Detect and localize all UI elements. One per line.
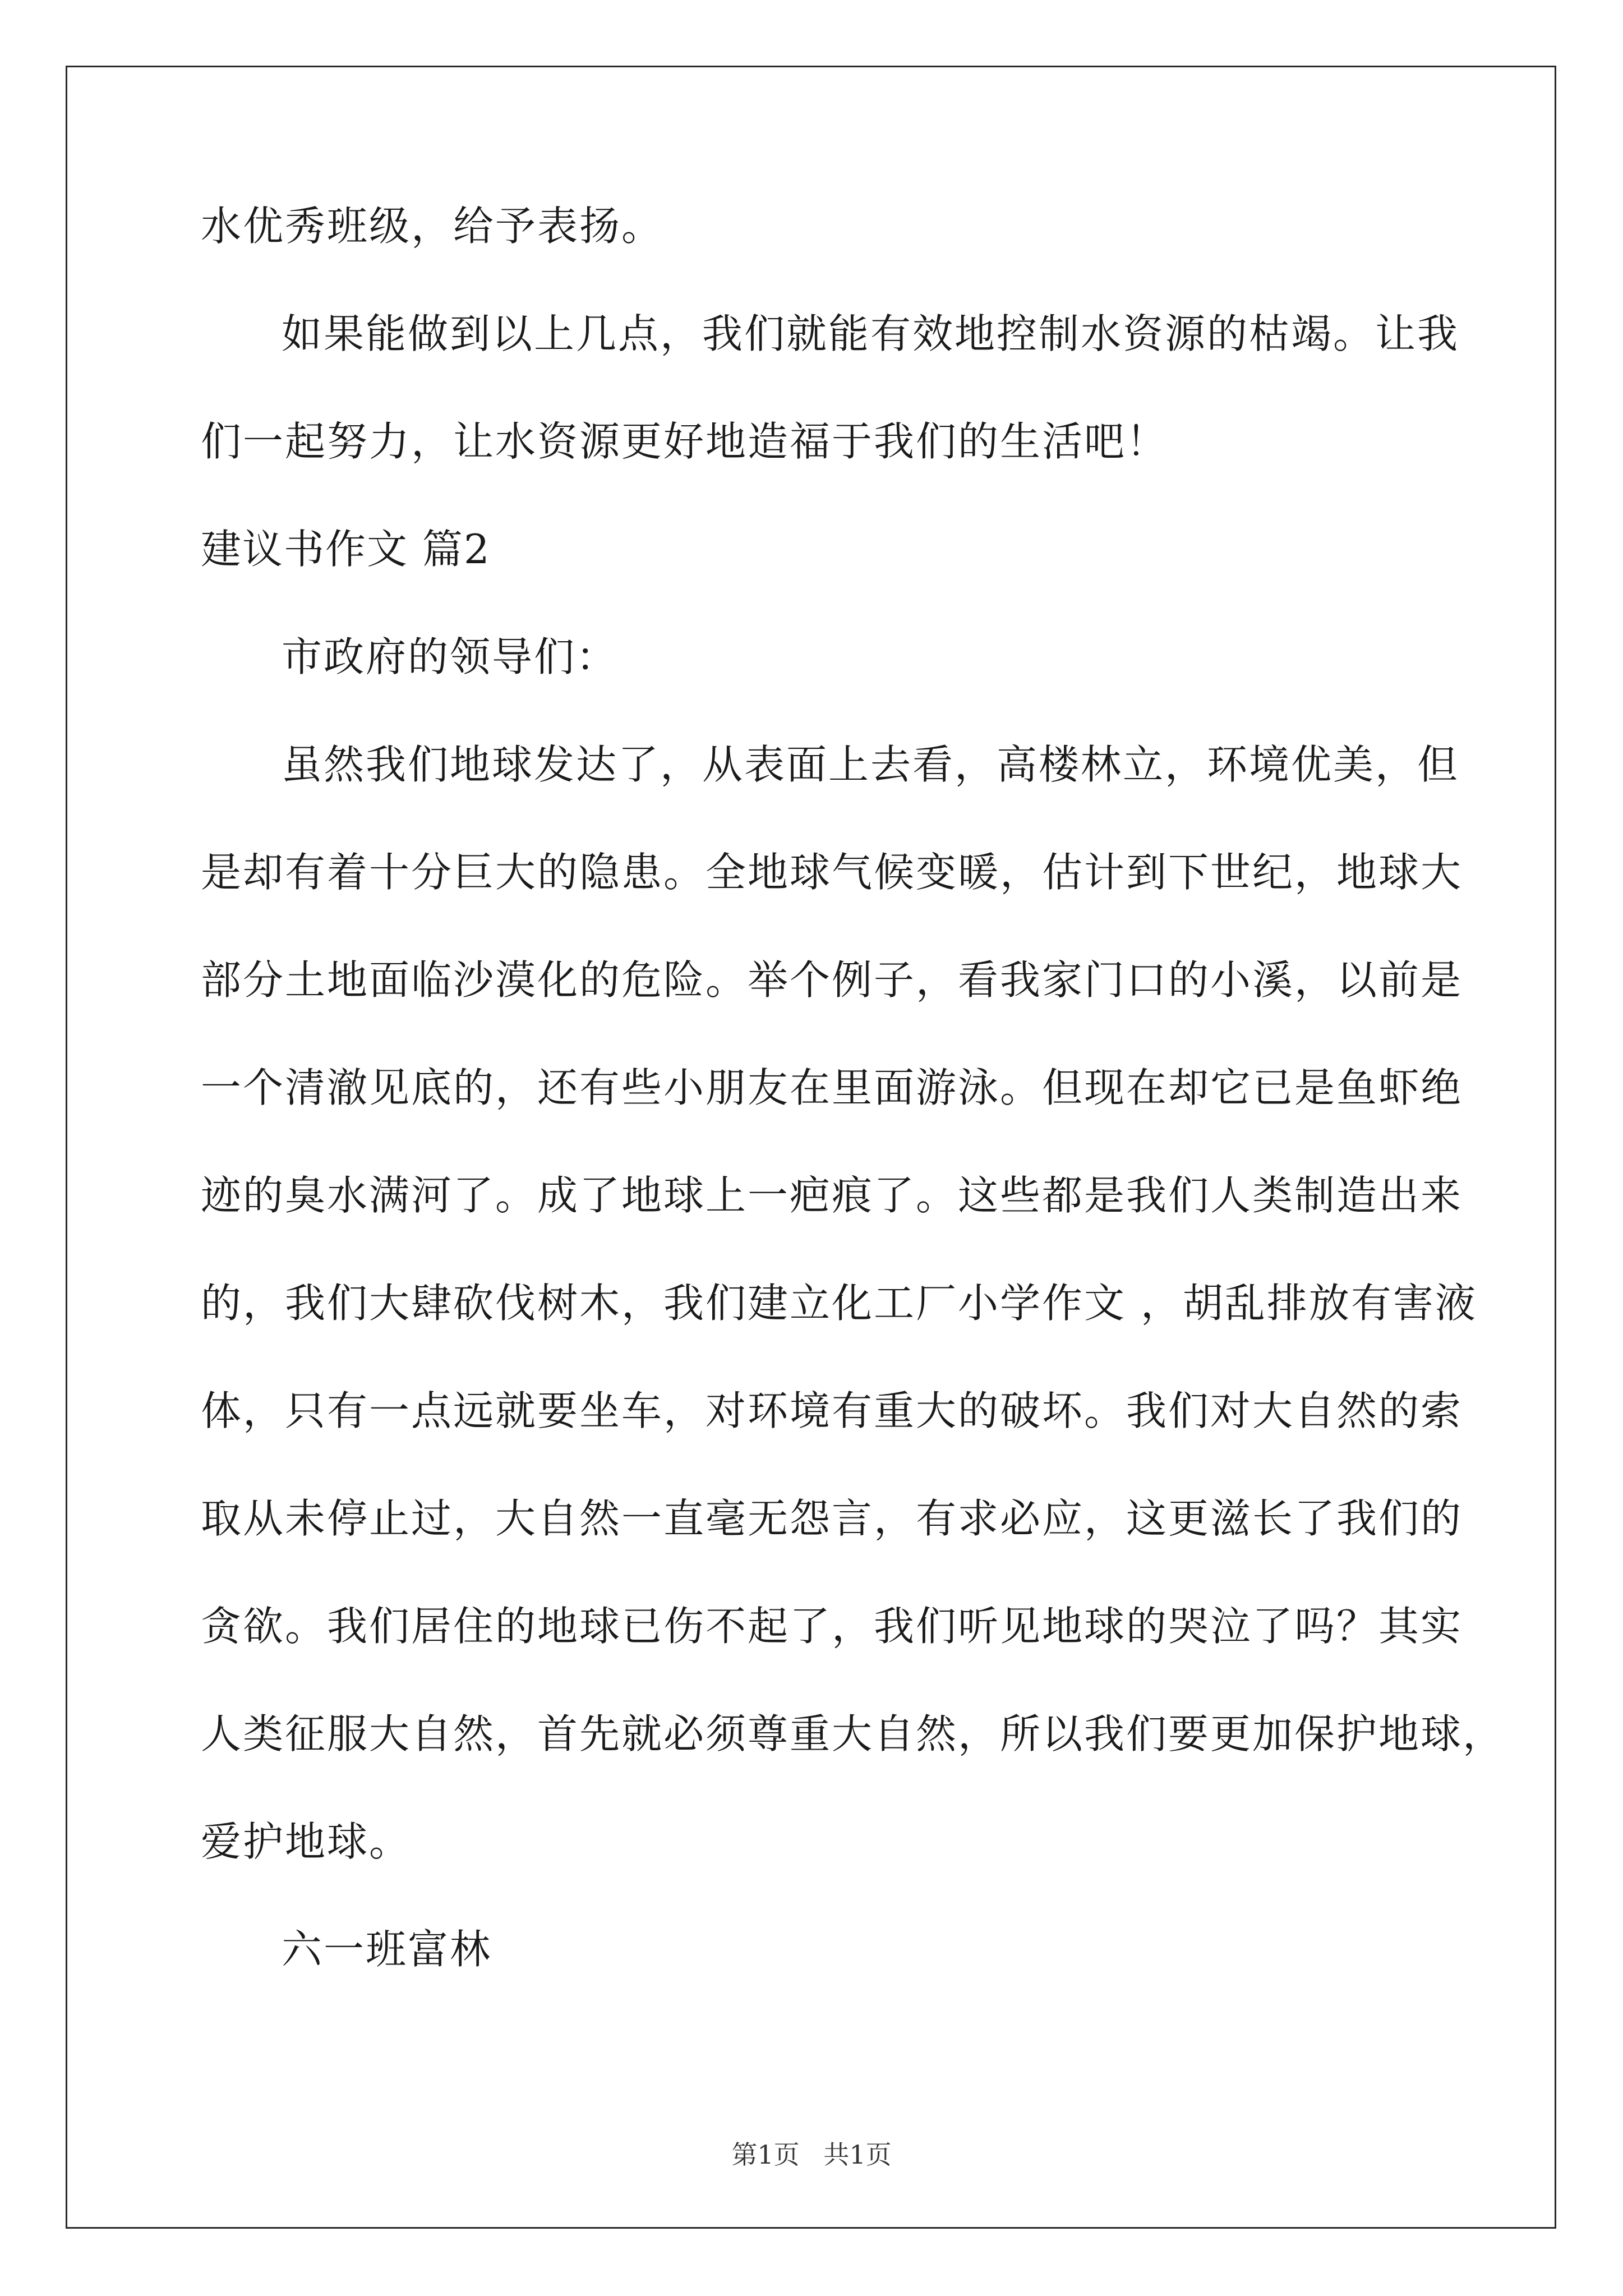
section-heading: 建议书作文 篇2: [201, 526, 491, 573]
paragraph-line: 水优秀班级，给予表扬。: [201, 203, 664, 250]
paragraph-line: 人类征服大自然，首先就必须尊重大自然，所以我们要更加保护地球，: [201, 1710, 1505, 1757]
paragraph-line: 一个清澈见底的，还有些小朋友在里面游泳。但现在却它已是鱼虾绝: [201, 1064, 1463, 1111]
signature-line: 六一班富林: [282, 1926, 492, 1973]
paragraph-line: 虽然我们地球发达了，从表面上去看，高楼林立，环境优美，但: [282, 741, 1460, 788]
document-body: [201, 199, 1505, 2030]
paragraph-line: 部分土地面临沙漠化的危险。举个例子，看我家门口的小溪，以前是: [201, 956, 1463, 1004]
paragraph-line: 是却有着十分巨大的隐患。全地球气候变暖，估计到下世纪，地球大: [201, 849, 1463, 896]
paragraph-line: 迹的臭水满河了。成了地球上一疤痕了。这些都是我们人类制造出来: [201, 1172, 1463, 1219]
paragraph-line: 的，我们大肆砍伐树木，我们建立化工厂小学作文 ，胡乱排放有害液: [201, 1280, 1477, 1327]
salutation: 市政府的领导们：: [282, 633, 619, 680]
paragraph-line: 爱护地球。: [201, 1818, 412, 1865]
paragraph-line: 取从未停止过，大自然一直毫无怨言，有求必应，这更滋长了我们的: [201, 1495, 1463, 1542]
paragraph-line: 体，只有一点远就要坐车，对环境有重大的破坏。我们对大自然的索: [201, 1387, 1463, 1434]
page-number-current: 第1页: [731, 2139, 800, 2170]
paragraph-line: 们一起努力，让水资源更好地造福于我们的生活吧！: [201, 418, 1169, 465]
paragraph-line: 贪欲。我们居住的地球已伤不起了，我们听见地球的哭泣了吗？其实: [201, 1603, 1463, 1650]
page-number-total: 共1页: [823, 2139, 892, 2170]
paragraph-line: 如果能做到以上几点，我们就能有效地控制水资源的枯竭。让我: [282, 310, 1460, 357]
page-footer: [0, 2134, 1623, 2171]
